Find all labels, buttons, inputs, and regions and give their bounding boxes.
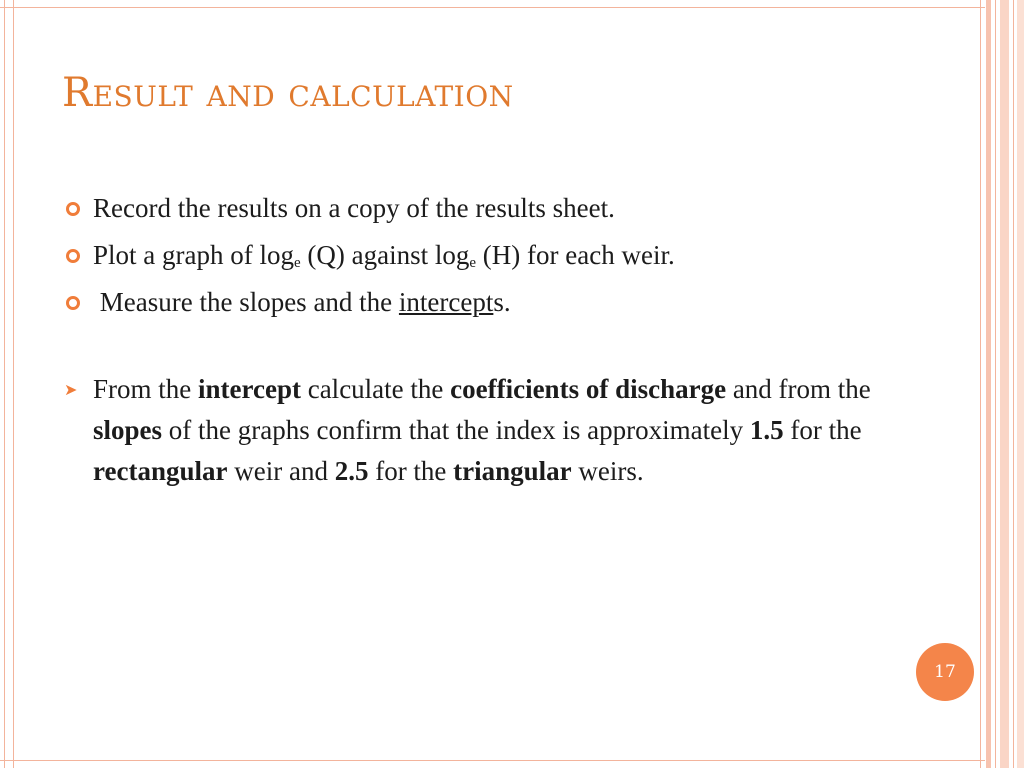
arrow-text: for the [783, 415, 862, 445]
bullet-text: (H) for each weir. [476, 240, 675, 270]
arrow-bullet-icon: ➤ [64, 380, 78, 399]
page-number: 17 [934, 662, 956, 682]
stripe [986, 0, 991, 768]
arrow-bold-text: slopes [93, 415, 163, 445]
bullet-item [64, 235, 884, 276]
frame-bottom-border [0, 760, 985, 768]
circle-bullet-icon [66, 249, 80, 263]
bullet-text: Record the results on a copy of the results sheet. [93, 193, 615, 223]
arrow-text: weirs. [571, 456, 644, 486]
frame-left-line [4, 0, 5, 768]
arrow-text: and from the [726, 374, 871, 404]
arrow-bold-text: coefficients of discharge [450, 374, 727, 404]
arrow-text: From the [93, 374, 198, 404]
stripe [980, 0, 981, 768]
spacer [64, 329, 884, 369]
circle-bullet-icon [66, 296, 80, 310]
bullet-text: Plot a graph of log [93, 240, 294, 270]
circle-bullet-icon [66, 202, 80, 216]
bullet-text: (Q) against log [300, 240, 470, 270]
bullet-item [64, 282, 884, 323]
arrow-bold-text: triangular [453, 456, 572, 486]
frame-top-border [0, 0, 985, 8]
page-number-badge [916, 643, 974, 701]
bullet-text: s. [493, 287, 511, 317]
frame-left-border [0, 0, 14, 768]
arrow-text: weir and [227, 456, 335, 486]
bullet-text: Measure the slopes and the [93, 287, 399, 317]
arrow-text: of the graphs confirm that the index is approximately [162, 415, 750, 445]
arrow-bold-text: intercept [198, 374, 301, 404]
slide-content [64, 188, 884, 498]
subscript: e [293, 255, 301, 271]
bullet-item [64, 188, 884, 229]
arrow-text: for the [368, 456, 454, 486]
arrow-bold-text: rectangular [93, 456, 228, 486]
subscript: e [469, 255, 477, 271]
arrow-bold-text: 2.5 [334, 456, 369, 486]
stripe [1017, 0, 1024, 768]
arrow-text: calculate the [300, 374, 451, 404]
slide-title: Result and calculation [62, 70, 514, 116]
intercept-link[interactable]: intercept [398, 287, 494, 317]
stripe [1000, 0, 1009, 768]
arrow-bold-text: 1.5 [749, 415, 784, 445]
right-stripes [980, 0, 1024, 768]
stripe [1013, 0, 1014, 768]
stripe [995, 0, 996, 768]
arrow-bullet-item [64, 369, 884, 492]
